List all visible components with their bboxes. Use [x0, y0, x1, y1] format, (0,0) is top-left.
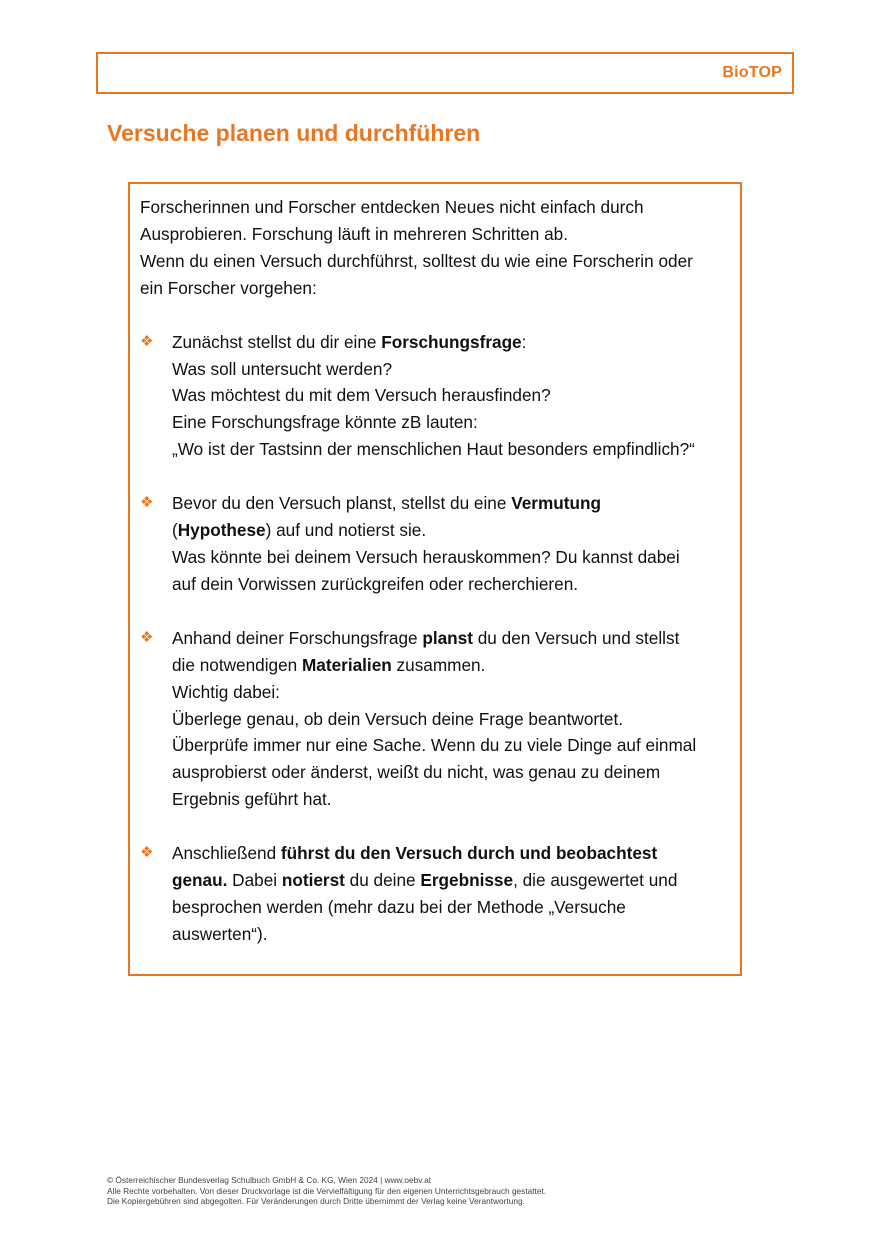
- step-line: die notwendigen Materialien zusammen.: [172, 654, 486, 675]
- intro-paragraph: [140, 194, 730, 302]
- step-planning: [140, 625, 730, 813]
- footer-line: © Österreichischer Bundesverlag Schulbuch GmbH & Co. KG, Wien 2024 | www.oebv.at: [107, 1175, 431, 1185]
- step-line: Eine Forschungsfrage könnte zB lauten:: [172, 412, 478, 433]
- step-line: Wichtig dabei:: [172, 681, 280, 702]
- step-execution: [140, 840, 730, 948]
- step-line: auf dein Vorwissen zurückgreifen oder recherchieren.: [172, 573, 579, 594]
- header-box: [96, 52, 794, 94]
- step-line: Zunächst stellst du dir eine Forschungsfrage:: [172, 331, 527, 352]
- footer-line: Alle Rechte vorbehalten. Von dieser Druckvorlage ist die Vervielfältigung für den eigenen Unterrichtsgebrauch gestattet.: [107, 1185, 547, 1196]
- step-hypothesis: [140, 490, 730, 598]
- page-title: Versuche planen und durchführen: [107, 120, 481, 146]
- step-line: besprochen werden (mehr dazu bei der Methode „Versuche: [172, 896, 626, 917]
- intro-line: ein Forscher vorgehen:: [140, 277, 317, 298]
- step-line: genau. Dabei notierst du deine Ergebnisse, die ausgewertet und: [172, 870, 678, 891]
- intro-line: Wenn du einen Versuch durchführst, solltest du wie eine Forscherin oder: [140, 250, 693, 271]
- content-inner: [140, 194, 730, 948]
- diamond-cluster-icon: ❖: [140, 844, 154, 862]
- step-line: Ergebnis geführt hat.: [172, 789, 332, 810]
- diamond-cluster-icon: ❖: [140, 628, 154, 646]
- footer-line: Die Kopiergebühren sind abgegolten. Für Veränderungen durch Dritte übernimmt der Verlag keine Verantwortung.: [107, 1196, 525, 1206]
- footer: [107, 1175, 807, 1207]
- brand-label: BioTOP: [722, 64, 782, 81]
- step-line: Bevor du den Versuch planst, stellst du eine Vermutung: [172, 493, 601, 514]
- step-research-question: [140, 329, 730, 464]
- step-line: Anhand deiner Forschungsfrage planst du den Versuch und stellst: [172, 627, 680, 648]
- intro-line: Ausprobieren. Forschung läuft in mehreren Schritten ab.: [140, 223, 569, 244]
- step-line: „Wo ist der Tastsinn der menschlichen Haut besonders empfindlich?“: [172, 439, 695, 460]
- step-line: Überlege genau, ob dein Versuch deine Frage beantwortet.: [172, 708, 624, 729]
- step-line: ausprobierst oder änderst, weißt du nicht, was genau zu deinem: [172, 762, 661, 783]
- content-box: [128, 182, 742, 976]
- intro-line: Forscherinnen und Forscher entdecken Neues nicht einfach durch: [140, 197, 644, 217]
- steps-list: [140, 329, 730, 948]
- step-line: Anschließend führst du den Versuch durch und beobachtest: [172, 843, 658, 864]
- step-line: Überprüfe immer nur eine Sache. Wenn du zu viele Dinge auf einmal: [172, 735, 697, 756]
- step-line: auswerten“).: [172, 923, 268, 944]
- diamond-cluster-icon: ❖: [140, 494, 154, 512]
- step-line: (Hypothese) auf und notierst sie.: [172, 520, 427, 541]
- step-line: Was könnte bei deinem Versuch herauskommen? Du kannst dabei: [172, 546, 680, 567]
- diamond-cluster-icon: ❖: [140, 332, 154, 350]
- step-line: Was soll untersucht werden?: [172, 358, 393, 379]
- step-line: Was möchtest du mit dem Versuch herausfinden?: [172, 385, 551, 406]
